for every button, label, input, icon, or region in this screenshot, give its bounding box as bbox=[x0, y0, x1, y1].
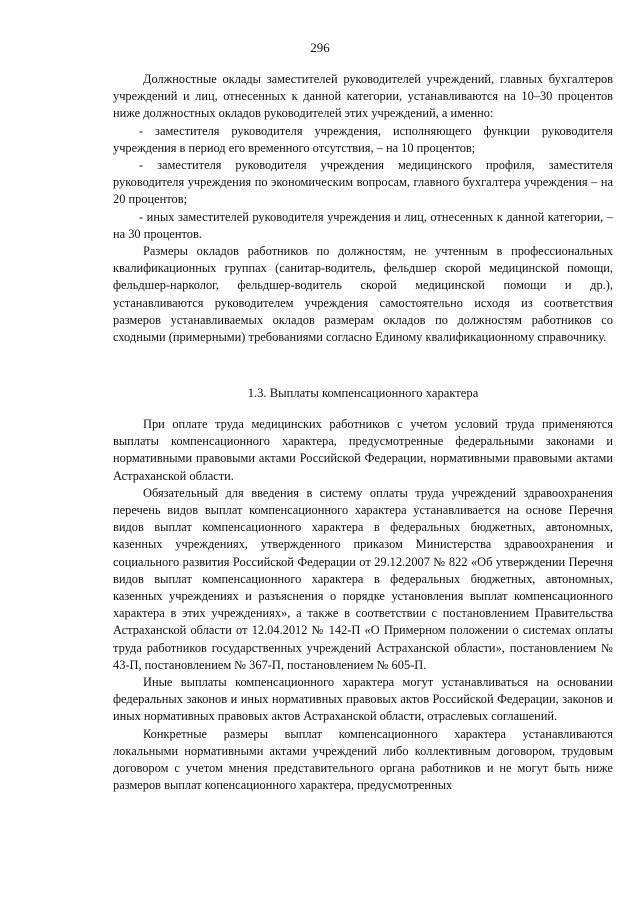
paragraph-deputy-salaries: Должностные оклады заместителей руководителей учреждений, главных бухгалтеров учреждений и лиц, отнесенных к данной категории, устанавливаются на 10–30 процентов ниже должностных окладов руководителей этих учреждений, а именно: bbox=[113, 72, 613, 121]
paragraph-unlisted-positions: Размеры окладов работников по должностям, не учтенным в профессиональных квалификационных группах (санитар-водитель, фельдшер скорой медицинской помощи, фельдшер-нарколог, фельдшер-водитель скорой медицинской помощи и др.), устанавливаются руководителем учреждения самостоятельно исходя из соответствия размеров устанавливаемых окладов размерам окладов по должностям работников со сходными (примерными) требованиями согласно Единому квалификационному справочнику. bbox=[113, 244, 613, 345]
list-item-other-deputies: - иных заместителей руководителя учреждения и лиц, отнесенных к данной категории, – на 30 процентов. bbox=[113, 209, 613, 241]
salary-rules-block bbox=[113, 71, 613, 346]
list-item-acting-deputy: - заместителя руководителя учреждения, исполняющего функции руководителя учреждения в период его временного отсутствия, – на 10 процентов; bbox=[113, 123, 613, 155]
paragraph-specific-amounts: Конкретные размеры выплат компенсационного характера устанавливаются локальными нормативными актами учреждений либо коллективным договором, трудовым договором с учетом мнения представительного органа работников и не могут быть ниже размеров выплат копенсационного характера, предусмотренных bbox=[113, 726, 613, 793]
paragraph-other-payments: Иные выплаты компенсационного характера могут устанавливаться на основании федеральных законов и иных нормативных правовых актов Российской Федерации, законов и иных нормативных правовых актов Астраханской области, отраслевых соглашений. bbox=[113, 675, 613, 724]
section-heading: 1.3. Выплаты компенсационного характера bbox=[247, 386, 479, 400]
list-item-medical-deputy: - заместителя руководителя учреждения медицинского профиля, заместителя руководителя учреждения по экономическим вопросам, главного бухгалтера учреждения – на 20 процентов; bbox=[113, 158, 613, 207]
paragraph-mandatory-list: Обязательный для введения в систему оплаты труда учреждений здравоохранения перечень видов выплат компенсационного характера устанавливается на основе Перечня видов выплат компенсационного характера в федеральных бюджетных, автономных, казенных учреждениях, утвержденного приказом Министерства здравоохранения и социального развития Российской Федерации от 29.12.2007 № 822 «Об утверждении Перечня видов выплат компенсационного характера в федеральных бюджетных, автономных, казенных учреждениях и разъяснения о порядке установления выплат компенсационного характера в этих учреждениях», а также в соответствии с постановлением Правительства Астраханской области от 12.04.2012 № 142-П «О Примерном положении о системах оплаты труда работников государственных учреждений Астраханской области», постановлением № 43-П, постановлением № 367-П, постановлением № 605-П. bbox=[113, 485, 613, 672]
paragraph-compensation-intro: При оплате труда медицинских работников с учетом условий труда применяются выплаты компенсационного характера, предусмотренные федеральными законами и нормативными правовыми актами Российской Федерации, нормативными правовыми актами Астраханской области. bbox=[113, 417, 613, 483]
page-number: 296 bbox=[310, 40, 330, 55]
compensation-block bbox=[113, 416, 613, 794]
